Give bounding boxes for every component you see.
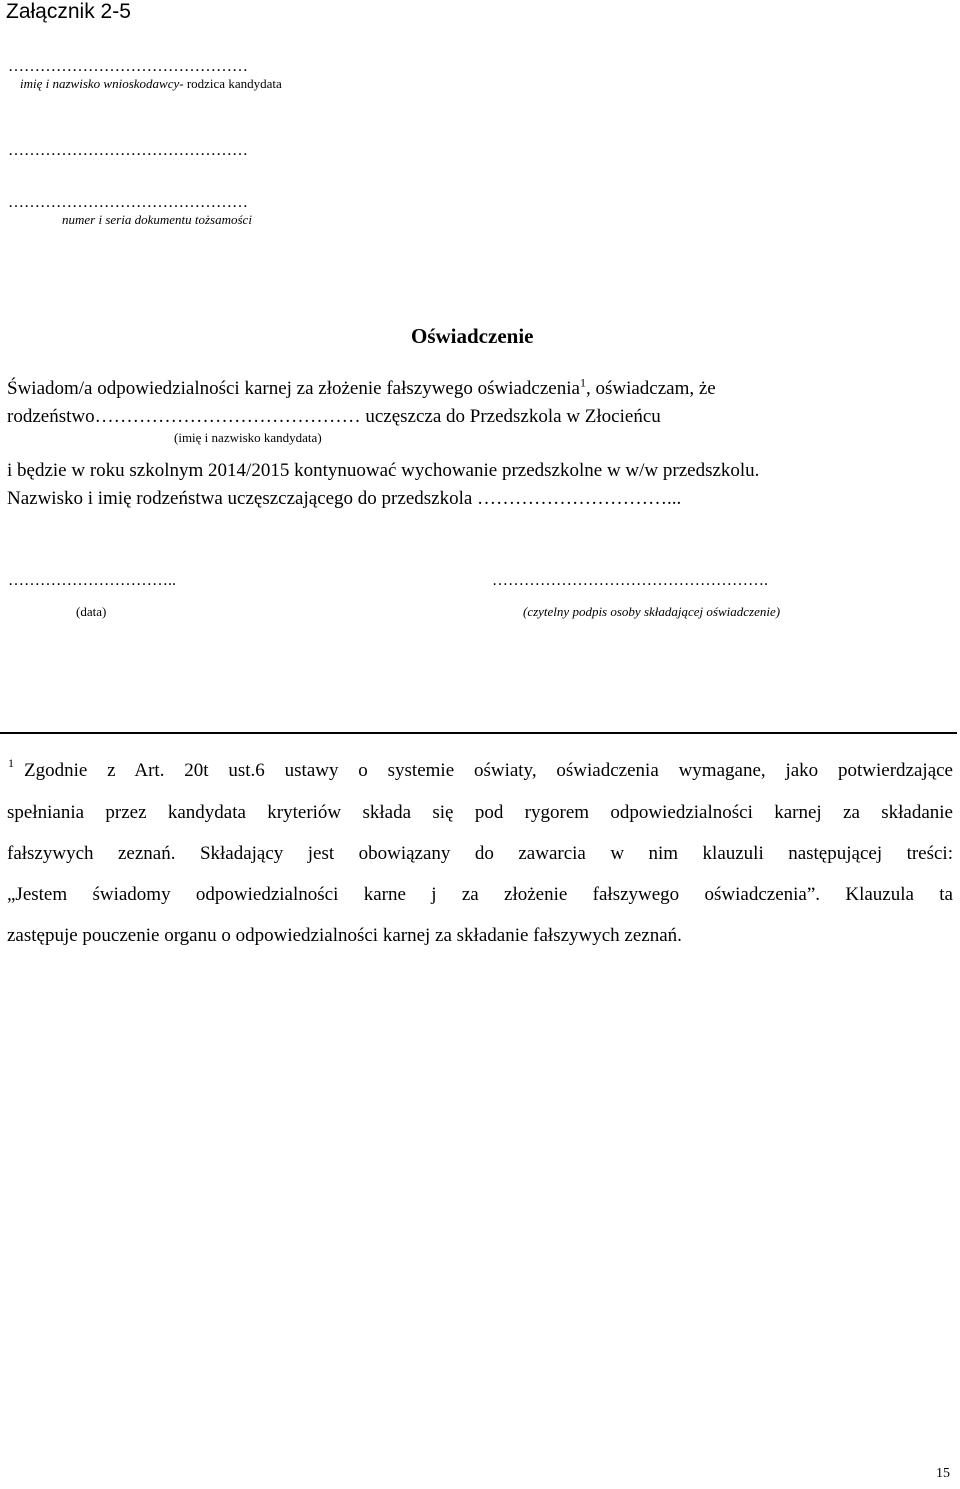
statement-line-4 xyxy=(7,488,681,510)
statement-line-2 xyxy=(7,406,661,428)
applicant-address-dots: ……………………………………… xyxy=(8,142,248,159)
footnote-marker: 1 xyxy=(8,756,14,770)
signature-label: (czytelny podpis osoby składającej oświadczenie) xyxy=(523,604,781,619)
applicant-document-dots: ……………………………………… xyxy=(8,194,248,211)
footnote-line-1: Zgodnie z Art. 20t ust.6 ustawy o systemie oświaty, oświadczenia wymagane, jako potwierdzające xyxy=(24,760,953,781)
applicant-name-label xyxy=(20,76,282,92)
date-label: (data) xyxy=(76,604,107,619)
footnote-line-5: zastępuje pouczenie organu o odpowiedzialności karnej za składanie fałszywych zeznań. xyxy=(7,925,682,946)
signature-dots: ……………………………………………. xyxy=(492,572,768,589)
candidate-name-dots: …………………………………… xyxy=(94,406,361,427)
candidate-name-label: (imię i nazwisko kandydata) xyxy=(174,430,322,445)
statement-line-4-text: Nazwisko i imię rodzeństwa uczęszczającego do przedszkola xyxy=(7,488,473,509)
applicant-name-dots: ……………………………………… xyxy=(8,58,248,75)
statement-line-2-end: uczęszcza do Przedszkola w Złocieńcu xyxy=(365,406,661,427)
footnote-line-2: spełniania przez kandydata kryteriów składa się pod rygorem odpowiedzialności karnej za składanie xyxy=(7,802,953,823)
statement-line-1-text: Świadom/a odpowiedzialności karnej za złożenie fałszywego oświadczenia xyxy=(7,378,580,399)
applicant-name-label-main: imię i nazwisko wnioskodawcy xyxy=(20,76,180,91)
statement-line-3: i będzie w roku szkolnym 2014/2015 kontynuować wychowanie przedszkolne w w/w przedszkolu. xyxy=(7,460,760,481)
statement-line-1 xyxy=(7,375,716,400)
date-dots: ………………………….. xyxy=(8,572,176,589)
applicant-document-label: numer i seria dokumentu tożsamości xyxy=(62,212,252,227)
footnote-separator xyxy=(0,732,957,734)
footnote-reference: 1 xyxy=(579,375,586,390)
footnote-line-3: fałszywych zeznań. Składający jest obowiązany do zawarcia w nim klauzuli następującej treści: xyxy=(7,843,953,864)
applicant-name-label-suffix: - rodzica kandydata xyxy=(179,76,282,91)
page-number: 15 xyxy=(936,1466,950,1481)
footnote-line-4: „Jestem świadomy odpowiedzialności karne j za złożenie fałszywego oświadczenia”. Klauzula ta xyxy=(7,884,953,905)
statement-line-2-start: rodzeństwo xyxy=(7,406,95,427)
sibling-name-dots: …………………………... xyxy=(477,488,682,509)
statement-line-1-end: , oświadczam, że xyxy=(585,378,716,399)
statement-heading: Oświadczenie xyxy=(411,324,534,348)
page-title: Załącznik 2-5 xyxy=(6,0,131,23)
